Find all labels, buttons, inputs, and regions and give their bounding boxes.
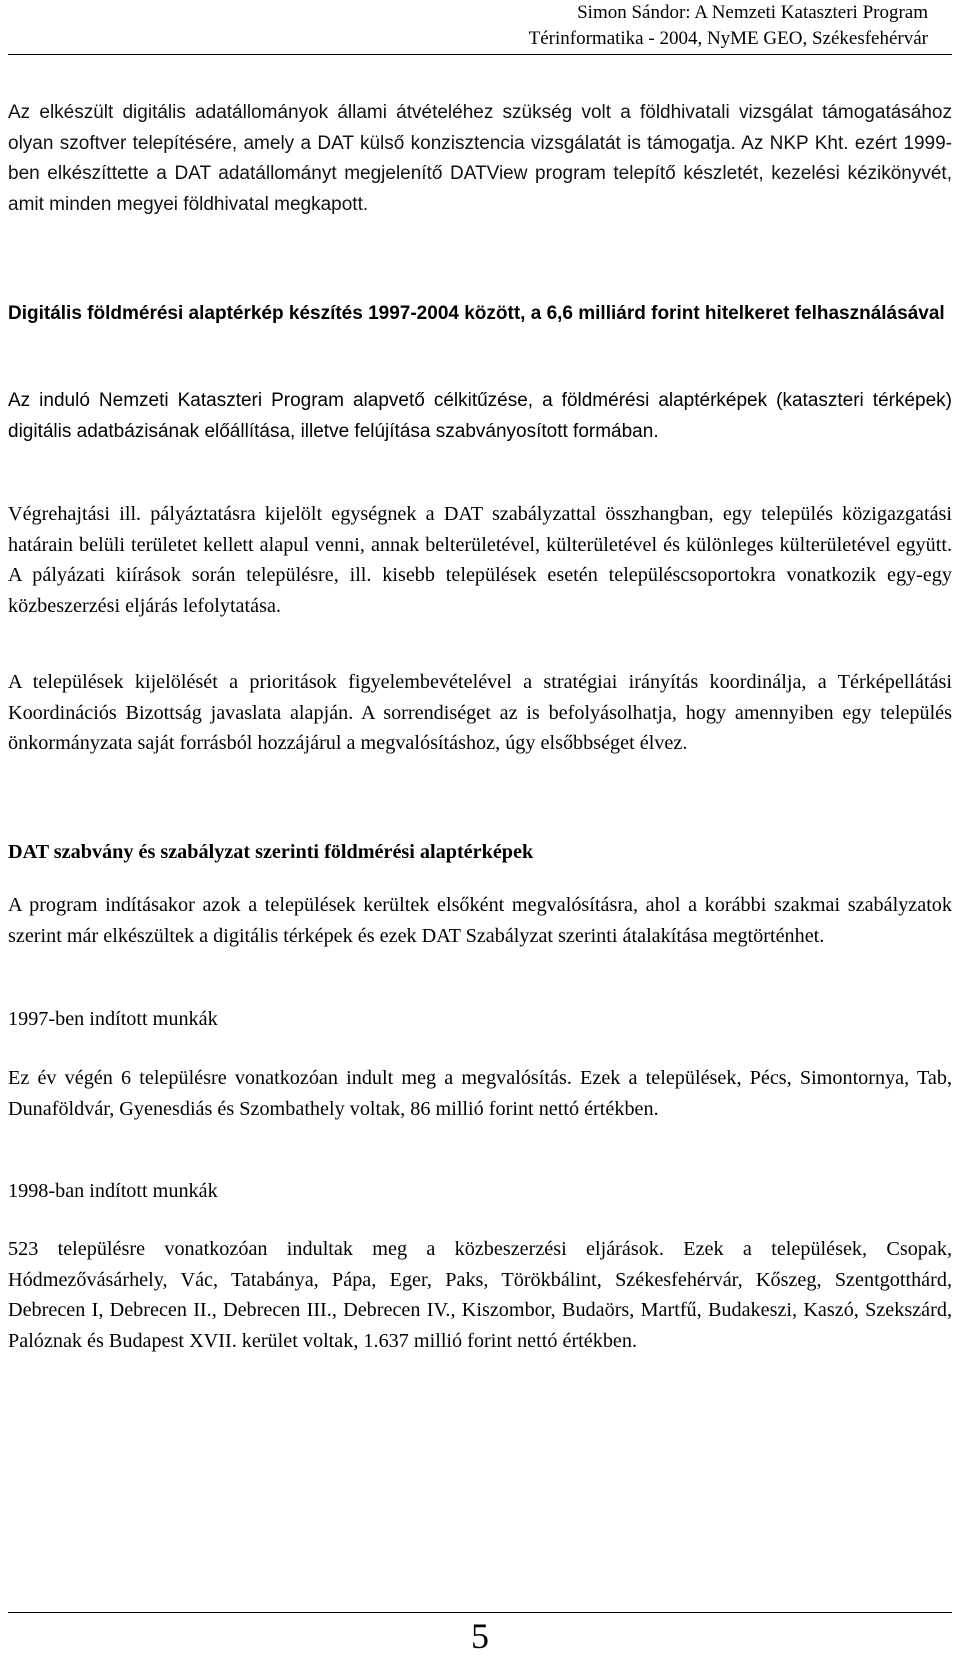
subheading-1997-works: 1997-ben indított munkák — [8, 1008, 218, 1030]
subheading-1998-block — [8, 1176, 952, 1207]
paragraph-1998-settlements: 523 településre vonatkozóan indultak meg a közbeszerzési eljárások. Ezek a települések, Csopak, Hódmezővásárhely, Vác, Tatabánya, Pápa, Eger, Paks, Törökbálint, Székesfehérvár, Kőszeg, Szentgotthárd, Debrecen I, Debrecen II., Debrecen III., Debrecen IV., Kiszombor, Budaörs, Martfű, Budakeszi, Kaszó, Szekszárd, Palóznak és Budapest XVII. kerület voltak, 1.637 millió forint nettó értékben. — [8, 1238, 952, 1352]
page-number: 5 — [471, 1616, 489, 1656]
running-header — [529, 0, 928, 52]
intro-paragraph-block — [8, 98, 952, 220]
section-heading-block — [8, 299, 952, 330]
header-conference: Térinformatika - 2004, NyME GEO, Székesfehérvár — [528, 28, 928, 49]
paragraph-program-start-block — [8, 890, 952, 951]
section-heading-dat-standard: DAT szabvány és szabályzat szerinti földmérési alaptérképek — [8, 841, 534, 863]
paragraph-1998-block — [8, 1234, 952, 1356]
paragraph-program-goal: Az induló Nemzeti Kataszteri Program alapvető célkitűzése, a földmérési alaptérképek (kataszteri térképek) digitális adatbázisának előállítása, illetve felújítása szabványosított formában. — [8, 390, 952, 442]
section-heading-2-block — [8, 837, 952, 868]
subheading-1997-block — [8, 1004, 952, 1035]
footer-rule — [8, 1612, 952, 1613]
paragraph-execution-units: Végrehajtási ill. pályáztatásra kijelölt egységnek a DAT szabályzattal összhangban, egy település közigazgatási határain belüli területet kellett alapul venni, annak belterületével, külterületével és különleges külterületével együtt. A pályázati kiírások során településre, ill. kisebb települések esetén településcsoportokra vonatkozik egy-egy közbeszerzési eljárás lefolytatása. — [8, 503, 952, 617]
paragraph-1997-block — [8, 1063, 952, 1124]
paragraph-selection-block — [8, 667, 952, 759]
paragraph-execution-block — [8, 499, 952, 621]
paragraph-1997-settlements: Ez év végén 6 településre vonatkozóan indult meg a megvalósítás. Ezek a települések, Pécs, Simontornya, Tab, Dunaföldvár, Gyenesdiás és Szombathely voltak, 86 millió forint nettó értékben. — [8, 1067, 952, 1120]
header-author-title: Simon Sándor: A Nemzeti Kataszteri Program — [577, 2, 928, 23]
paragraph-settlement-selection: A települések kijelölését a prioritások figyelembevételével a stratégiai irányítás koordinálja, a Térképellátási Koordinációs Bizottság javaslata alapján. A sorrendiséget az is befolyásolhatja, hogy amennyiben egy település önkormányzata saját forrásból hozzájárul a megvalósításhoz, úgy elsőbbséget élvez. — [8, 671, 952, 755]
paragraph-program-start: A program indításakor azok a települések kerültek elsőként megvalósításra, ahol a korábbi szakmai szabályzatok szerint már elkészültek a digitális térképek és ezek DAT Szabályzat szerinti átalakítása megtörténhet. — [8, 894, 952, 947]
paragraph-datview: Az elkészült digitális adatállományok állami átvételéhez szükség volt a földhivatali vizsgálat támogatásához olyan szoftver telepítésére, amely a DAT külső konzisztencia vizsgálatát is támogatja. Az NKP Kht. ezért 1999-ben elkészíttette a DAT adatállományt megjelenítő DATView program telepítő készletét, kezelési kézikönyvét, amit minden megyei földhivatal megkapott. — [8, 102, 952, 215]
header-rule — [8, 54, 952, 55]
subheading-1998-works: 1998-ban indított munkák — [8, 1180, 218, 1202]
paragraph-goal-block — [8, 386, 952, 447]
section-heading-digital-mapping: Digitális földmérési alaptérkép készítés 1997-2004 között, a 6,6 milliárd forint hitelkeret felhasználásával — [8, 303, 945, 324]
